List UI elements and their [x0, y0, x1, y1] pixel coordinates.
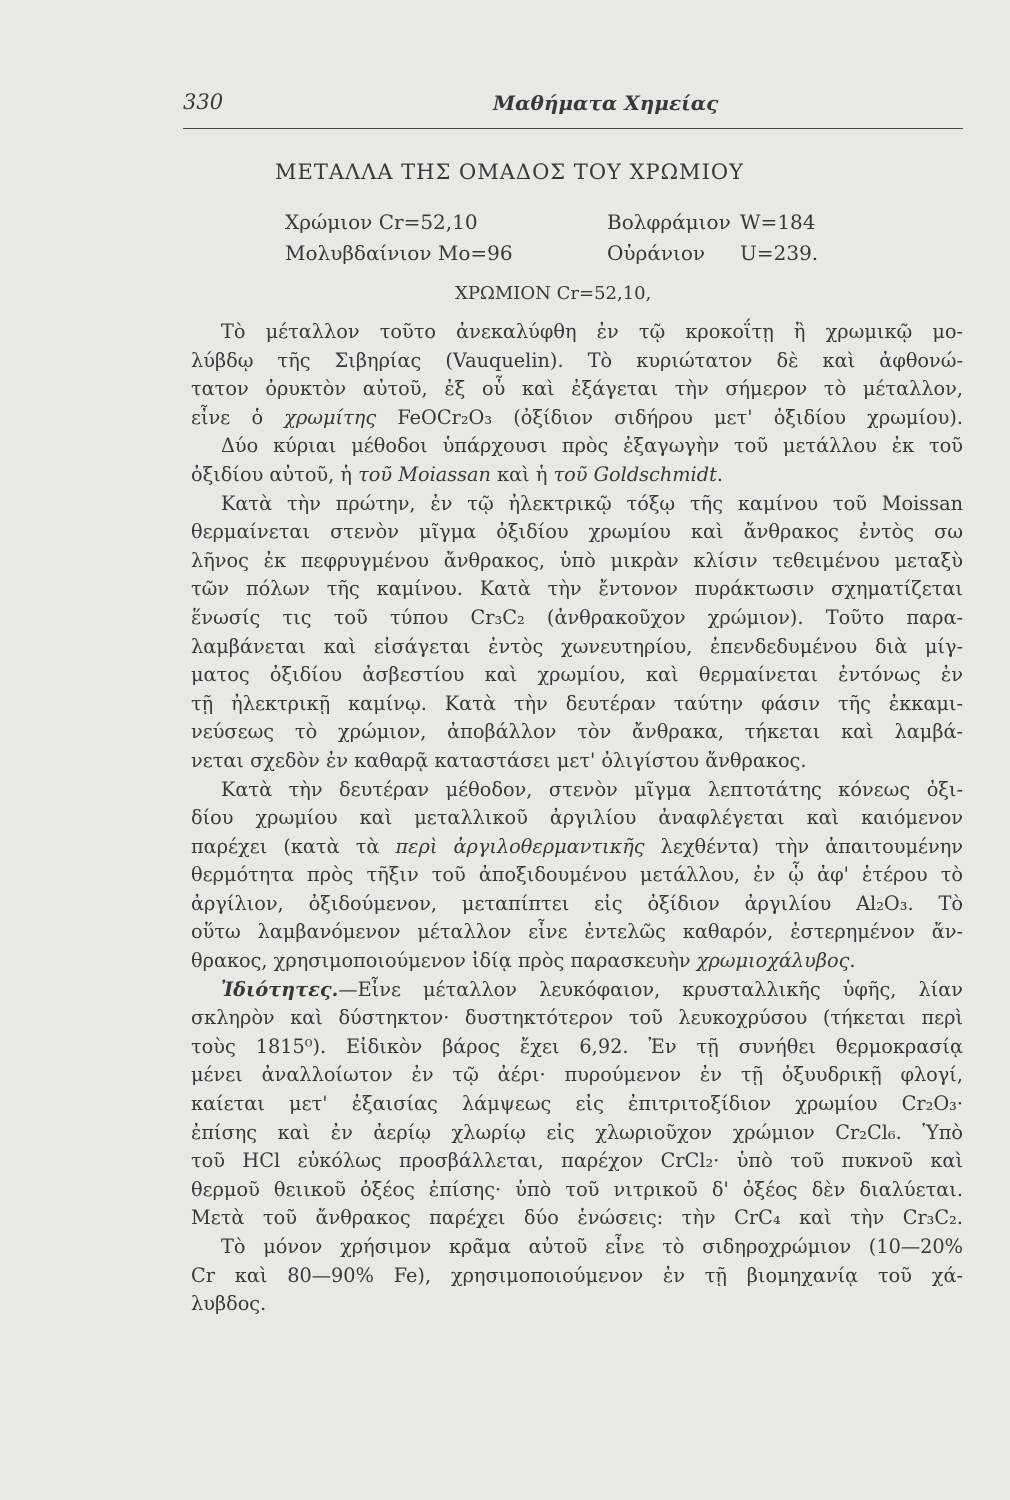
text-line: Κατὰ τὴν πρώτην, ἐν τῷ ἠλεκτρικῷ τόξῳ τῆς καμίνου τοῦ Moissan [221, 491, 963, 515]
text-line: ἀργίλιον, ὀξιδούμενον, μεταπίπτει εἰς ὀξίδιον ἀργιλίου Al₂O₃. Τὸ [191, 891, 963, 915]
text-line: τατον ὀρυκτὸν αὐτοῦ, ἐξ οὗ καὶ ἐξάγεται τὴν σήμερον τὸ μέταλλον, [191, 377, 963, 401]
element-symbol: W=184 [740, 210, 816, 234]
text-line: Cr καὶ 80—90% Fe), χρησιμοποιούμενον ἐν τῇ βιομηχανίᾳ τοῦ χά- [191, 1263, 963, 1287]
element-list [285, 207, 905, 269]
text-line: θρακος, χρησιμοποιούμενον ἰδίᾳ πρὸς παρασκευὴν χρωμιοχάλυβος. [191, 949, 856, 973]
element-name: Μολυβδαίνιον Mo=96 [285, 241, 513, 265]
section-title: ΜΕΤΑΛΛΑ ΤΗΣ ΟΜΑΔΟΣ ΤΟΥ ΧΡΩΜΙΟΥ [275, 160, 744, 184]
text-line: νεται σχεδὸν ἐν καθαρᾷ καταστάσει μετ' ὀλιγίστου ἄνθρακος. [191, 748, 807, 772]
text-line: ἐπίσης καὶ ἐν ἀερίῳ χλωρίῳ εἰς χλωριοῦχον χρώμιον Cr₂Cl₆. Ὑπὸ [191, 1120, 963, 1144]
text-line: θερμαίνεται στενὸν μῖγμα ὀξιδίου χρωμίου καὶ ἄνθρακος ἐντὸς σω [191, 520, 963, 544]
text-line: τοῦ HCl εὐκόλως προσβάλλεται, παρέχον CrCl₂· ὑπὸ τοῦ πυκνοῦ καὶ [191, 1149, 963, 1173]
element-name: Βολφράμιον [607, 210, 731, 234]
text-line: τοὺς 1815⁰). Εἰδικὸν βάρος ἔχει 6,92. Ἐν τῇ συνήθει θερμοκρασίᾳ [191, 1034, 963, 1058]
text-line: λυβδος. [191, 1292, 267, 1316]
text-line: λαμβάνεται καὶ εἰσάγεται ἐντὸς χωνευτηρίου, ἐπενδεδυμένου διὰ μίγ- [191, 634, 963, 658]
text-line: Δύο κύριαι μέθοδοι ὑπάρχουσι πρὸς ἐξαγωγὴν τοῦ μετάλλου ἐκ τοῦ [221, 434, 963, 458]
header-rule [183, 128, 963, 129]
text-line: θερμότητα πρὸς τῆξιν τοῦ ἀποξιδουμένου μετάλλου, ἐν ᾧ ἀφ' ἑτέρου τὸ [191, 863, 963, 887]
element-name: Χρώμιον Cr=52,10 [285, 210, 478, 234]
running-head: Μαθήματα Χημείας [493, 91, 719, 115]
text-line: μένει ἀναλλοίωτον ἐν τῷ ἀέρι· πυρούμενον ἐν τῇ ὀξυυδρικῇ φλογί, [191, 1063, 963, 1087]
text-line: τῇ ἠλεκτρικῇ καμίνῳ. Κατὰ τὴν δευτέραν ταύτην φάσιν τῆς ἐκκαμι- [191, 691, 963, 715]
text-line: θερμοῦ θειικοῦ ὀξέος ἐπίσης· ὑπὸ τοῦ νιτρικοῦ δ' ὀξέος δὲν διαλύεται. [191, 1177, 963, 1201]
text-line: τῶν πόλων τῆς καμίνου. Κατὰ τὴν ἔντονον πυράκτωσιν σχηματίζεται [191, 577, 963, 601]
text-line: οὕτω λαμβανόμενον μέταλλον εἶνε ἐντελῶς καθαρόν, ἐστερημένον ἄν- [191, 920, 963, 944]
text-line: σκληρὸν καὶ δύστηκτον· δυστηκτότερον τοῦ λευκοχρύσου (τήκεται περὶ [191, 1006, 963, 1030]
text-line: δίου χρωμίου καὶ μεταλλικοῦ ἀργιλίου ἀναφλέγεται καὶ καιόμενον [191, 806, 963, 830]
page-header [183, 90, 963, 130]
element-name: Οὐράνιον [607, 241, 706, 265]
body-text [191, 318, 963, 1319]
text-line: λῆνος ἐκ πεφρυγμένου ἄνθρακος, ὑπὸ μικρὰν κλίσιν τεθειμένου μεταξὺ [191, 548, 963, 572]
text-line: ὀξιδίου αὐτοῦ, ἡ τοῦ Moiassan καὶ ἡ τοῦ Goldschmidt. [191, 462, 723, 486]
text-line: λύβδῳ τῆς Σιβηρίας (Vauquelin). Τὸ κυριώτατον δὲ καὶ ἀφθονώ- [191, 348, 963, 372]
text-line: Κατὰ τὴν δευτέραν μέθοδον, στενὸν μῖγμα λεπτοτάτης κόνεως ὀξι- [221, 777, 963, 801]
text-line: νεύσεως τὸ χρώμιον, ἀποβάλλον τὸν ἄνθρακα, τήκεται καὶ λαμβά- [191, 720, 963, 744]
page-number: 330 [183, 90, 224, 114]
text-line: καίεται μετ' ἐξαισίας λάμψεως εἰς ἐπιτριτοξίδιον χρωμίου Cr₂O₃· [191, 1092, 963, 1116]
text-line: ἕνωσίς τις τοῦ τύπου Cr₃C₂ (ἀνθρακοῦχον χρώμιον). Τοῦτο παρα- [191, 605, 963, 629]
text-line: εἶνε ὁ χρωμίτης FeOCr₂O₃ (ὀξίδιον σιδήρου μετ' ὀξιδίου χρωμίου). [191, 405, 963, 429]
element-row [285, 238, 905, 269]
element-row [285, 207, 905, 238]
subsection-title: ΧΡΩΜΙΟΝ Cr=52,10, [455, 283, 652, 304]
text-line: ματος ὀξιδίου ἀσβεστίου καὶ χρωμίου, καὶ θερμαίνεται ἐντόνως ἐν [191, 663, 963, 687]
text-line: Μετὰ τοῦ ἄνθρακος παρέχει δύο ἑνώσεις: τὴν CrC₄ καὶ τὴν Cr₃C₂. [191, 1206, 963, 1230]
element-symbol: U=239. [740, 241, 819, 265]
text-line: παρέχει (κατὰ τὰ περὶ ἀργιλοθερμαντικῆς λεχθέντα) τὴν ἀπαιτουμένην [191, 834, 963, 858]
text-line: Ἰδιότητες.—Εἶνε μέταλλον λευκόφαιον, κρυσταλλικῆς ὑφῆς, λίαν [221, 977, 963, 1001]
text-line: Τὸ μέταλλον τοῦτο ἀνεκαλύφθη ἐν τῷ κροκοΐτῃ ἢ χρωμικῷ μο- [221, 320, 963, 343]
text-line: Τὸ μόνον χρήσιμον κρᾶμα αὐτοῦ εἶνε τὸ σιδηροχρώμιον (10—20% [221, 1235, 963, 1258]
